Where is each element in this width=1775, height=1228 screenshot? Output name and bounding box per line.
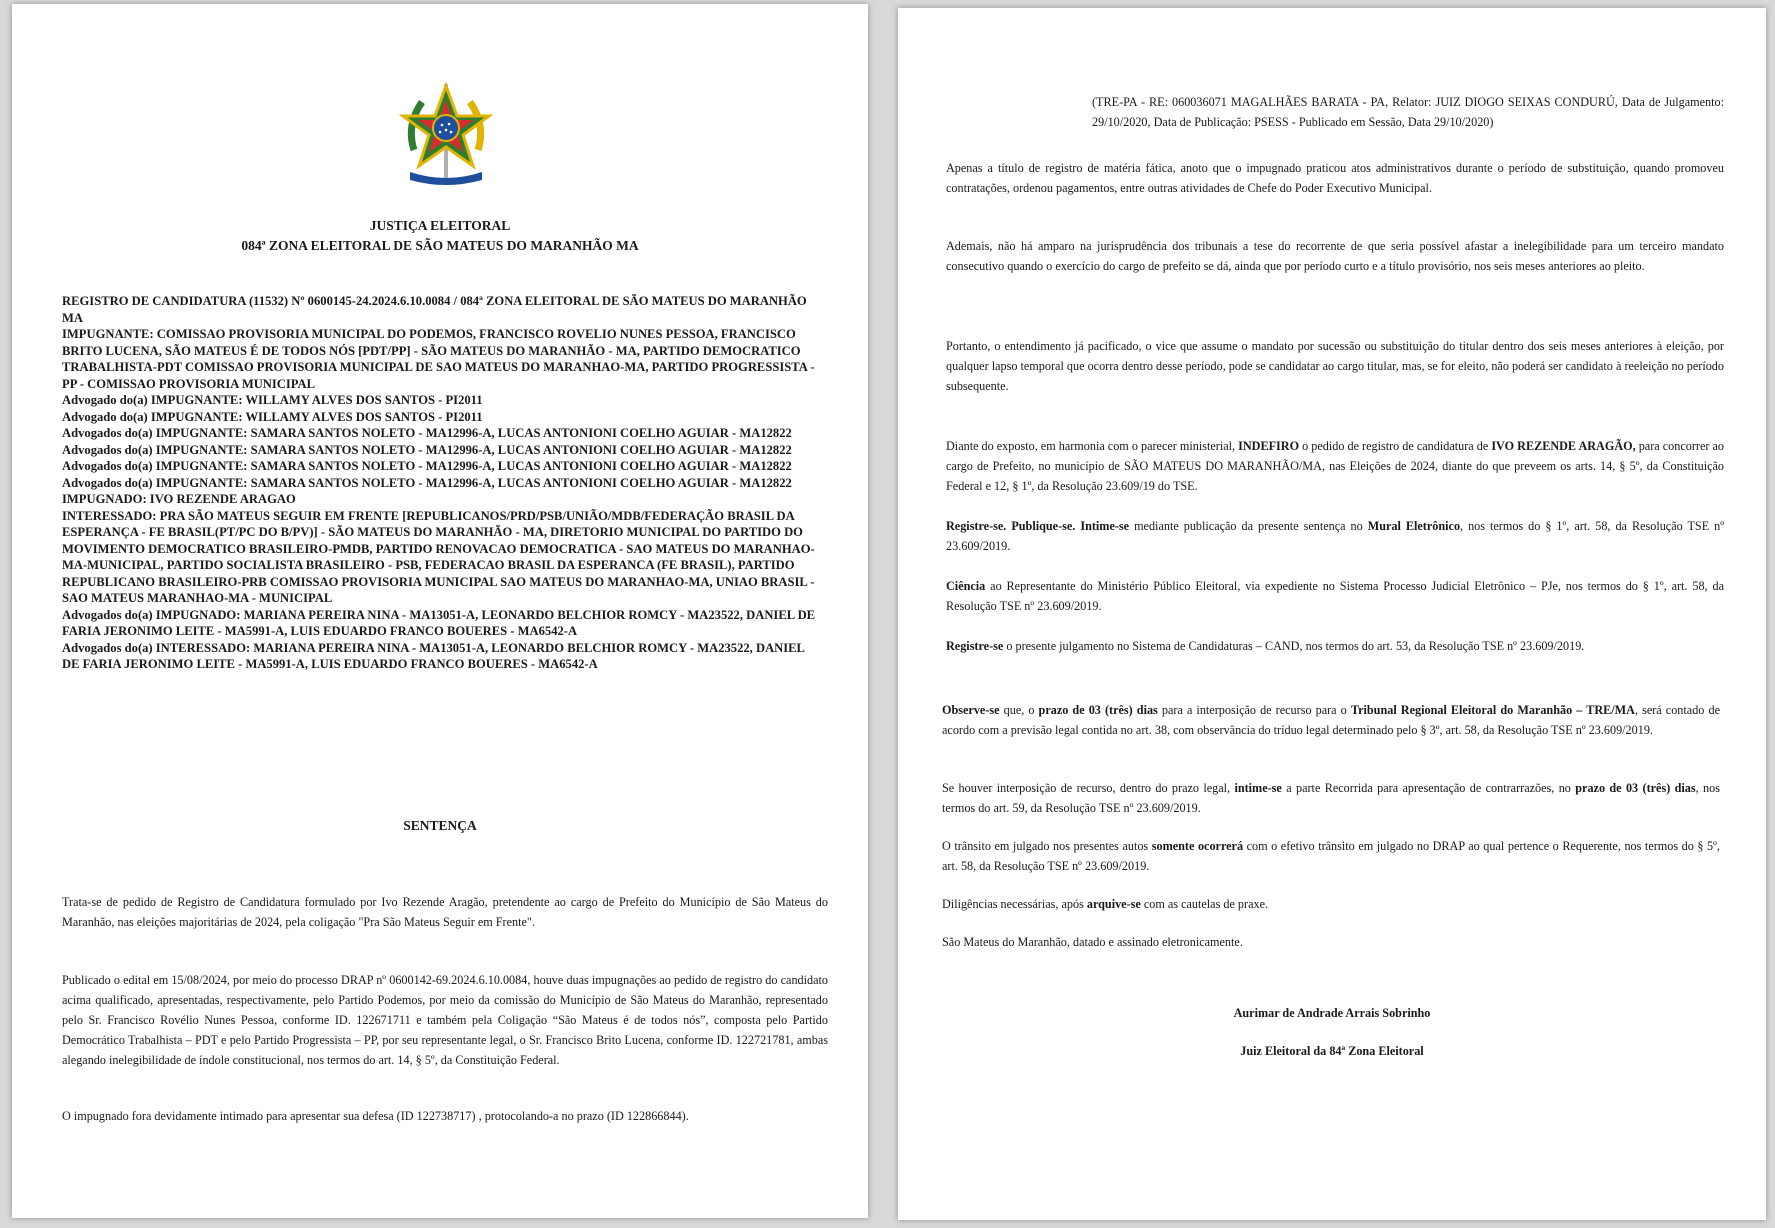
party-line: Advogados do(a) IMPUGNANTE: SAMARA SANTOS NOLETO - MA12996-A, LUCAS ANTONIONI COELHO AGUIAR - MA12822 <box>62 459 792 473</box>
party-line: Advogados do(a) IMPUGNADO: MARIANA PEREIRA NINA - MA13051-A, LEONARDO BELCHIOR ROMCY - MA23522, DANIEL DE FARIA JERONIMO LEITE - MA5991-A, LUIS EDUARDO FRANCO BOUERES - MA6542-A <box>62 607 816 638</box>
party-line: IMPUGNANTE: COMISSAO PROVISORIA MUNICIPAL DO PODEMOS, FRANCISCO ROVELIO NUNES PESSOA, FRANCISCO BRITO LUCENA, SÃO MATEUS É DE TODOS NÓS [PDT/PP] - SÃO MATEUS DO MARANHÃO - MA, PARTIDO DEMOCRATICO TRABALHISTA-PDT COMISSAO PROVISORIA MUNICIPAL DE SAO MATEUS DO MARANHAO-MA, PARTIDO PROGRESSISTA - PP - COMISSAO PROVISORIA MUNICIPAL <box>62 327 815 391</box>
document-page-right <box>898 8 1766 1220</box>
party-line: Advogados do(a) IMPUGNANTE: SAMARA SANTOS NOLETO - MA12996-A, LUCAS ANTONIONI COELHO AGUIAR - MA12822 <box>62 475 792 490</box>
party-line: Advogados do(a) IMPUGNANTE: SAMARA SANTOS NOLETO - MA12996-A, LUCAS ANTONIONI COELHO AGUIAR - MA12822 <box>62 426 792 440</box>
paragraph: Ademais, não há amparo na jurisprudência dos tribunais a tese do recorrente de que seria possível afastar a inelegibilidade para um terceiro mandato consecutivo quando o exercício do cargo de prefeito se dá, ainda que por período curto e a título provisório, nos seis meses anteriores ao pleito. <box>946 239 1724 273</box>
paragraph: Trata-se de pedido de Registro de Candidatura formulado por Ivo Rezende Aragão, pretendente ao cargo de Prefeito do Município de São Mateus do Maranhão, nas eleições majoritárias de 2024, pela coligação "Pra São Mateus Seguir em Frente". <box>62 895 828 929</box>
paragraph: Se houver interposição de recurso, dentro do prazo legal, intime-se a parte Recorrida para apresentação de contrarrazões, no prazo de 03 (três) dias, nos termos do art. 59, da Resolução TSE nº 23.609/2019. <box>942 781 1720 815</box>
party-line: Advogado do(a) IMPUGNANTE: WILLAMY ALVES DOS SANTOS - PI2011 <box>62 409 483 424</box>
sentence-title: SENTENÇA <box>403 818 477 833</box>
header-zone-name: 084ª ZONA ELEITORAL DE SÃO MATEUS DO MARANHÃO MA <box>241 238 639 253</box>
paragraph: Ciência ao Representante do Ministério Público Eleitoral, via expediente no Sistema Processo Judicial Eletrônico – PJe, nos termos do § 1º, art. 58, da Resolução TSE nº 23.609/2019. <box>946 579 1724 613</box>
signer-role: Juiz Eleitoral da 84ª Zona Eleitoral <box>1240 1044 1424 1058</box>
document-page-left <box>12 4 868 1218</box>
party-line: Advogados do(a) IMPUGNANTE: SAMARA SANTOS NOLETO - MA12996-A, LUCAS ANTONIONI COELHO AGUIAR - MA12822 <box>62 442 792 457</box>
paragraph: O impugnado fora devidamente intimado para apresentar sua defesa (ID 122738717) , protocolando-a no prazo (ID 122866844). <box>62 1109 689 1123</box>
case-number: REGISTRO DE CANDIDATURA (11532) Nº 0600145-24.2024.6.10.0084 / 084ª ZONA ELEITORAL DE SÃO MATEUS DO MARANHÃO MA <box>62 294 807 325</box>
jurisprudence-citation: (TRE-PA - RE: 060036071 MAGALHÃES BARATA - PA, Relator: JUIZ DIOGO SEIXAS CONDURÚ, Data de Julgamento: 29/10/2020, Data de Publicação: PSESS - Publicado em Sessão, Data 29/10/2020) <box>1092 95 1724 129</box>
paragraph: Publicado o edital em 15/08/2024, por meio do processo DRAP nº 0600142-69.2024.6.10.0084, houve duas impugnações ao pedido de registro do candidato acima qualificado, apresentadas, respectivamente, pelo Partido Podemos, por meio da comissão do Município de São Mateus do Maranhão, representado pelo Sr. Francisco Rovélio Nunes Pessoa, conforme ID. 122671711 e também pela Coligação “São Mateus é de todos nós”, composta pelo Partido Democrático Trabalhista – PDT e pelo Partido Progressista – PP, por seu representante legal, o Sr. Francisco Brito Lucena, conforme ID. 122721781, ambas alegando inelegibilidade de índole constitucional, nos termos do art. 14, § 5º, da Constituição Federal. <box>62 973 828 1067</box>
paragraph: Observe-se que, o prazo de 03 (três) dias para a interposição de recurso para o Tribunal Regional Eleitoral do Maranhão – TRE/MA, será contado de acordo com a previsão legal contida no art. 38, com observância do tríduo legal determinado pelo § 3º, art. 58, da Resolução TSE nº 23.609/2019. <box>942 703 1720 737</box>
paragraph: Registre-se. Publique-se. Intime-se mediante publicação da presente sentença no Mural Eletrônico, nos termos do § 1º, art. 58, da Resolução TSE nº 23.609/2019. <box>946 519 1725 553</box>
paragraph: O trânsito em julgado nos presentes autos somente ocorrerá com o efetivo trânsito em julgado no DRAP ao qual pertence o Requerente, nos termos do § 5º, art. 58, da Resolução TSE nº 23.609/2019. <box>942 839 1720 873</box>
party-line: Advogados do(a) INTERESSADO: MARIANA PEREIRA NINA - MA13051-A, LEONARDO BELCHIOR ROMCY - MA23522, DANIEL DE FARIA JERONIMO LEITE - MA5991-A, LUIS EDUARDO FRANCO BOUERES - MA6542-A <box>62 640 805 671</box>
paragraph: Registre-se o presente julgamento no Sistema de Candidaturas – CAND, nos termos do art. 53, da Resolução TSE nº 23.609/2019. <box>946 639 1585 653</box>
brazil-coat-of-arms-icon <box>396 80 496 190</box>
paragraph: Portanto, o entendimento já pacificado, o vice que assume o mandato por sucessão ou substituição do titular dentro dos seis meses anteriores à eleição, por qualquer lapso temporal que ocorra dentro desse período, pode se candidatar ao cargo titular, mas, se for eleito, não poderá ser candidato à reeleição no período subsequente. <box>946 339 1724 393</box>
case-parties-block <box>62 293 822 673</box>
header-court-name: JUSTIÇA ELEITORAL <box>369 218 511 233</box>
party-line: IMPUGNADO: IVO REZENDE ARAGAO <box>62 492 296 506</box>
paragraph-decision: Diante do exposto, em harmonia com o parecer ministerial, INDEFIRO o pedido de registro de candidatura de IVO REZENDE ARAGÃO, para concorrer ao cargo de Prefeito, no município de SÃO MATEUS DO MARANHÃO/MA, nas Eleições de 2024, diante do que preveem os arts. 14, § 5º, da Constituição Federal e 12, § 1º, da Resolução 23.609/19 do TSE. <box>946 439 1724 493</box>
party-line: Advogado do(a) IMPUGNANTE: WILLAMY ALVES DOS SANTOS - PI2011 <box>62 393 483 407</box>
party-line: INTERESSADO: PRA SÃO MATEUS SEGUIR EM FRENTE [REPUBLICANOS/PRD/PSB/UNIÃO/MDB/FEDERAÇÃO BRASIL DA ESPERANÇA - FE BRASIL(PT/PC DO B/PV)] - SÃO MATEUS DO MARANHÃO - MA, DIRETORIO MUNICIPAL DO PARTIDO DO MOVIMENTO DEMOCRATICO BRASILEIRO-PMDB, PARTIDO RENOVACAO DEMOCRATICA - SAO MATEUS DO MARANHAO-MA-MUNICIPAL, PARTIDO SOCIALISTA BRASILEIRO - PSB, FEDERACAO BRASIL DA ESPERANCA (FE BRASIL), PARTIDO REPUBLICANO BRASILEIRO-PRB COMISSAO PROVISORIA MUNICIPAL SAO MATEUS DO MARANHAO-MA, UNIAO BRASIL - SAO MATEUS MARANHAO-MA - MUNICIPAL <box>62 508 815 605</box>
date-place-line: São Mateus do Maranhão, datado e assinado eletronicamente. <box>942 935 1243 949</box>
paragraph: Diligências necessárias, após arquive-se com as cautelas de praxe. <box>942 897 1269 911</box>
signer-name: Aurimar de Andrade Arrais Sobrinho <box>1233 1006 1431 1020</box>
paragraph: Apenas a título de registro de matéria fática, anoto que o impugnado praticou atos administrativos durante o período de substituição, quando promoveu contratações, ordenou pagamentos, entre outras atividades de Chefe do Poder Executivo Municipal. <box>946 161 1724 195</box>
